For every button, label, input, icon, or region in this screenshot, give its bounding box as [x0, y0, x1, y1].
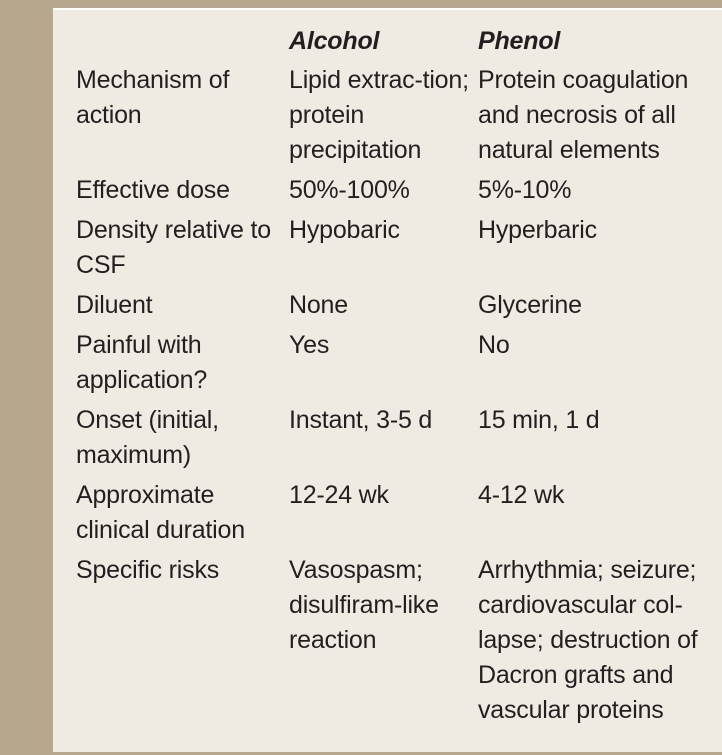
- row-label: Painful with application?: [76, 331, 208, 394]
- phenol-cell: 5%-10%: [478, 176, 572, 204]
- phenol-cell: Arrhythmia; seizure; cardiovascular col-lapse; destruction of Dacron grafts and vascular proteins: [478, 556, 698, 724]
- row-label: Diluent: [76, 291, 153, 319]
- left-accent-bar: [0, 0, 53, 755]
- alcohol-cell: Instant, 3-5 d: [289, 406, 433, 434]
- table-row: [76, 403, 718, 478]
- top-rule: [53, 0, 722, 10]
- phenol-cell: No: [478, 331, 510, 359]
- header-label: [76, 24, 289, 63]
- row-label: Density relative to CSF: [76, 216, 271, 279]
- alcohol-cell: Yes: [289, 331, 330, 359]
- alcohol-cell: Hypobaric: [289, 216, 400, 244]
- table-row: [76, 478, 718, 553]
- header-row: [76, 24, 718, 63]
- comparison-table: [76, 24, 718, 733]
- row-label: Approximate clinical duration: [76, 481, 245, 544]
- phenol-cell: Hyperbaric: [478, 216, 597, 244]
- header-phenol: Phenol: [478, 27, 561, 55]
- alcohol-cell: Lipid extrac-tion; protein precipitation: [289, 66, 469, 164]
- phenol-cell: Glycerine: [478, 291, 582, 319]
- phenol-cell: Protein coagulation and necrosis of all natural elements: [478, 66, 689, 164]
- alcohol-cell: 12-24 wk: [289, 481, 389, 509]
- header-alcohol: Alcohol: [289, 27, 380, 55]
- table-row: [76, 288, 718, 328]
- alcohol-cell: 50%-100%: [289, 176, 410, 204]
- alcohol-cell: None: [289, 291, 348, 319]
- phenol-cell: 4-12 wk: [478, 481, 565, 509]
- table-row: [76, 328, 718, 403]
- table-card: [53, 10, 722, 752]
- table-row: [76, 63, 718, 173]
- table-row: [76, 173, 718, 213]
- phenol-cell: 15 min, 1 d: [478, 406, 600, 434]
- table-row: [76, 213, 718, 288]
- alcohol-cell: Vasospasm; disulfiram-like reaction: [289, 556, 439, 654]
- row-label: Mechanism of action: [76, 66, 230, 129]
- row-label: Effective dose: [76, 176, 230, 204]
- row-label: Specific risks: [76, 556, 220, 584]
- row-label: Onset (initial, maximum): [76, 406, 219, 469]
- table-row: [76, 553, 718, 733]
